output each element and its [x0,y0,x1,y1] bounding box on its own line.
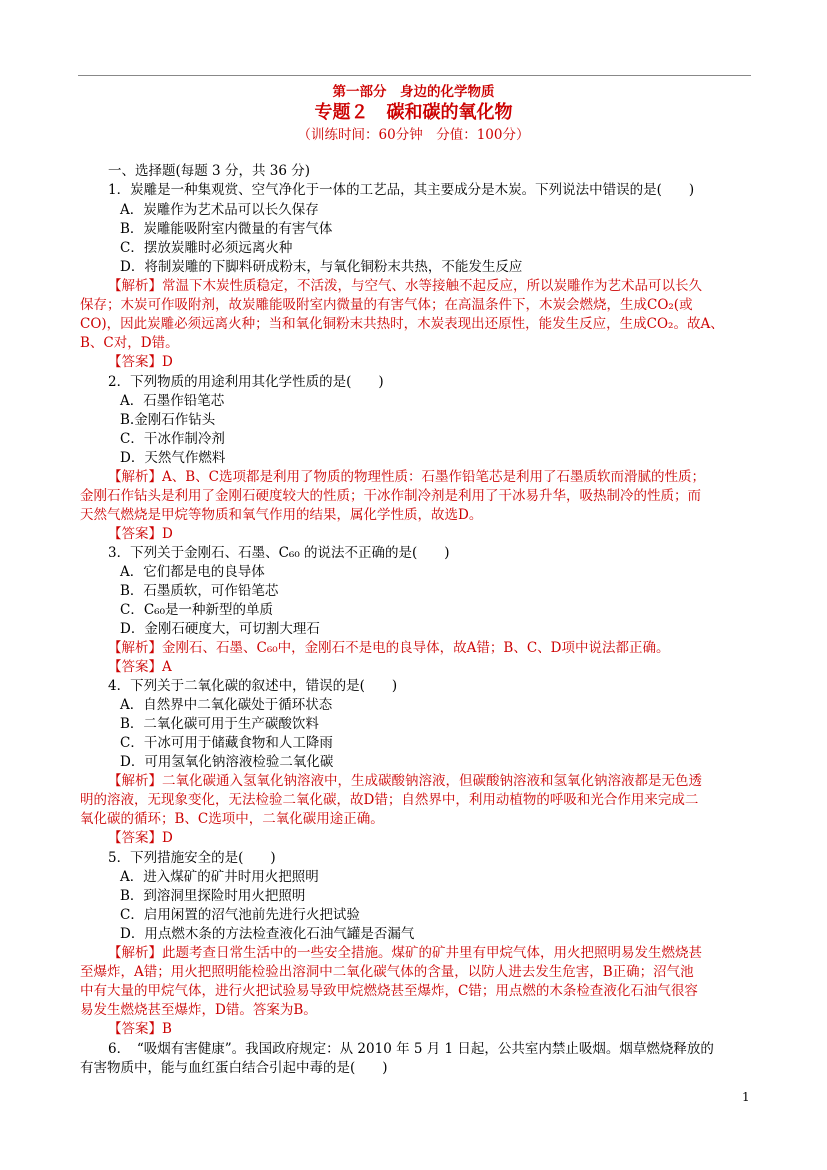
text-line-q4e3: 氧化碳的循环；B、C选项中，二氧化碳用途正确。 [80,811,384,827]
text-line-q2ans: 【答案】D [108,526,173,542]
text-line-q4c: C．干冰可用于储藏食物和人工降雨 [120,735,333,751]
text-line-q3ans: 【答案】A [108,659,172,675]
text-line-q5b: B．到溶洞里探险时用火把照明 [120,888,306,904]
text-line-q3c: C．C₆₀是一种新型的单质 [120,602,273,618]
text-line-q1e1: 【解析】常温下木炭性质稳定，不活泼，与空气、水等接触不起反应，所以炭雕作为艺术品可以长久 [108,278,702,294]
text-line-q3e1: 【解析】金刚石、石墨、C₆₀中，金刚石不是电的良导体，故A错；B、C、D项中说法都正确。 [108,640,670,656]
text-line-q1e3: CO)，因此炭雕必须远离火种；当和氧化铜粉末共热时，木炭表现出还原性，能发生反应，生成CO₂。故A、 [80,316,724,332]
text-line-q1c: C．摆放炭雕时必须远离火种 [120,240,293,256]
text-line-q2b: B.金刚石作钻头 [120,412,216,428]
text-line-q5e1: 【解析】此题考查日常生活中的一些安全措施。煤矿的矿井里有甲烷气体，用火把照明易发生燃烧甚 [108,945,702,961]
text-line-q2e2: 金刚石作钻头是利用了金刚石硬度较大的性质；干冰作制冷剂是利用了干冰易升华，吸热制冷的性质；而 [80,488,701,504]
text-line-q4: 4．下列关于二氧化碳的叙述中，错误的是( ) [108,678,398,694]
text-line-q3b: B．石墨质软，可作铅笔芯 [120,583,279,599]
text-line-q1a: A．炭雕作为艺术品可以长久保存 [120,202,319,218]
text-line-q4a: A．自然界中二氧化碳处于循环状态 [120,697,333,713]
text-line-q5d: D．用点燃木条的方法检查液化石油气罐是否漏气 [120,926,415,942]
text-line-q6b: 有害物质中，能与血红蛋白结合引起中毒的是( ) [80,1060,388,1076]
text-line-q5c: C．启用闲置的沼气池前先进行火把试验 [120,907,360,923]
header-rule [78,75,751,76]
text-line-q1: 1．炭雕是一种集观赏、空气净化于一体的工艺品，其主要成分是木炭。下列说法中错误的是( ) [108,182,695,198]
text-line-q3: 3．下列关于金刚石、石墨、C₆₀ 的说法不正确的是( ) [108,545,450,561]
text-line-q4e2: 明的溶液，无现象变化，无法检验二氧化碳，故D错；自然界中，利用动植物的呼吸和光合作用来完成二 [80,792,699,808]
page-number: 1 [742,1090,750,1104]
text-line-q2: 2．下列物质的用途利用其化学性质的是( ) [108,374,384,390]
text-line-q2e1: 【解析】A、B、C选项都是利用了物质的物理性质：石墨作铅笔芯是利用了石墨质软而滑腻的性质； [108,469,705,485]
text-line-q5e4: 易发生燃烧甚至爆炸，D错。答案为B。 [80,1002,317,1018]
text-line-q5: 5．下列措施安全的是( ) [108,850,276,866]
text-line-q1b: B．炭雕能吸附室内微量的有害气体 [120,221,333,237]
text-line-q2c: C．干冰作制冷剂 [120,431,225,447]
text-line-q4ans: 【答案】D [108,830,173,846]
part-heading: 第一部分 身边的化学物质 [332,84,495,100]
text-line-q3d: D．金刚石硬度大，可切割大理石 [120,621,320,637]
text-line-q1ans: 【答案】D [108,354,173,370]
text-line-q3a: A．它们都是电的良导体 [120,564,265,580]
text-line-q5e2: 至爆炸，A错；用火把照明能检验出溶洞中二氧化碳气体的含量，以防人进去发生危害，B正确；沼气池 [80,964,694,980]
text-line-q4b: B．二氧化碳可用于生产碳酸饮料 [120,716,319,732]
text-line-q2d: D．天然气作燃料 [120,450,226,466]
text-line-q4e1: 【解析】二氧化碳通入氢氧化钠溶液中，生成碳酸钠溶液，但碳酸钠溶液和氢氧化钠溶液都是无色透 [108,773,702,789]
text-line-q5a: A．进入煤矿的矿井时用火把照明 [120,869,319,885]
text-line-q2e3: 天然气燃烧是甲烷等物质和氧气作用的结果，属化学性质，故选D。 [80,507,483,523]
text-line-q5e3: 中有大量的甲烷气体，进行火把试验易导致甲烷燃烧甚至爆炸，C错；用点燃的木条检查液化石油气很容 [80,983,698,999]
topic-title: 专题２ 碳和碳的氧化物 [314,102,513,123]
text-line-sec1: 一、选择题(每题 3 分，共 36 分) [108,163,310,179]
text-line-q2a: A．石墨作铅笔芯 [120,393,225,409]
text-line-q6: 6． “吸烟有害健康”。我国政府规定：从 2010 年 5 月 1 日起，公共室内禁止吸烟。烟草燃烧释放的 [108,1041,714,1057]
text-line-q1e2: 保存；木炭可作吸附剂，故炭雕能吸附室内微量的有害气体；在高温条件下，木炭会燃烧，生成CO₂(或 [80,297,693,313]
topic-subtitle: （训练时间：60分钟 分值：100分） [297,127,530,143]
text-line-q1e4: B、C对，D错。 [80,335,179,351]
text-line-q4d: D．可用氢氧化钠溶液检验二氧化碳 [120,754,334,770]
text-line-q1d: D．将制炭雕的下脚料研成粉末，与氧化铜粉末共热，不能发生反应 [120,259,523,275]
text-line-q5ans: 【答案】B [108,1021,172,1037]
